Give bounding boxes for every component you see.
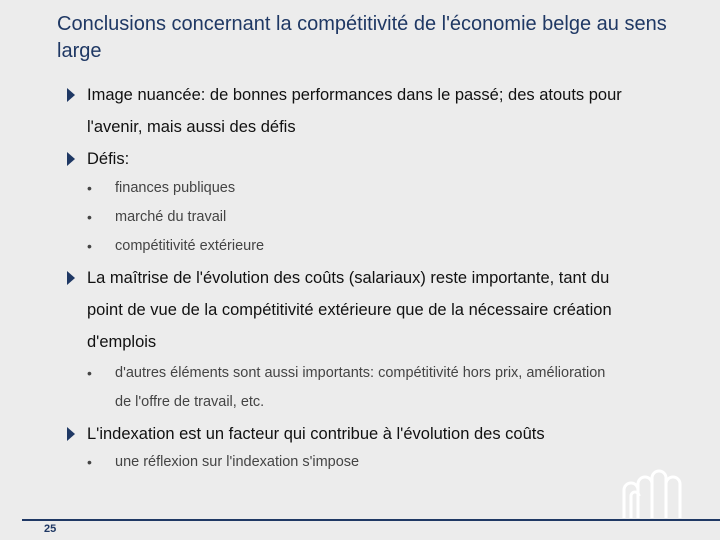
bullet-line: La maîtrise de l'évolution des coûts (salariaux) reste importante, tant du (87, 269, 610, 287)
bullet-4 (64, 418, 684, 450)
slide-title: Conclusions concernant la compétitivité de l'économie belge au sens large (57, 13, 667, 62)
bullet-dot-icon: • (87, 238, 92, 254)
bullet-line: point de vue de la compétitivité extérieure que de la nécessaire création (87, 301, 612, 319)
bullet-2 (64, 143, 684, 175)
bullet-line: Défis: (87, 150, 130, 168)
sub-bullet-text: finances publiques (115, 180, 236, 196)
sub-bullet (87, 448, 675, 477)
footer-divider (22, 519, 720, 521)
sub-bullet (87, 203, 675, 232)
bullet-line: l'avenir, mais aussi des défis (87, 118, 296, 136)
sub-bullet-text: compétitivité extérieure (115, 238, 265, 254)
bullet-dot-icon: • (87, 454, 92, 470)
bullet-line: Image nuancée: de bonnes performances dans le passé; des atouts pour (87, 86, 622, 104)
sub-bullet (87, 174, 675, 203)
sub-bullet-text: de l'offre de travail, etc. (115, 394, 265, 410)
bullet-dot-icon: • (87, 209, 92, 225)
sub-bullet (87, 359, 675, 417)
bullet-1 (64, 79, 684, 143)
bullet-dot-icon: • (87, 365, 92, 381)
arrow-bullet-icon (67, 271, 75, 285)
page-number: 25 (44, 523, 57, 535)
sub-bullet (87, 232, 675, 261)
bullet-line: d'emplois (87, 333, 157, 351)
sub-bullet-text: d'autres éléments sont aussi importants: compétitivité hors prix, amélioration (115, 365, 606, 381)
arrow-bullet-icon (67, 427, 75, 441)
bank-logo-icon (620, 468, 688, 520)
bullet-3 (64, 262, 684, 358)
sub-bullet-text: une réflexion sur l'indexation s'impose (115, 454, 360, 470)
arrow-bullet-icon (67, 88, 75, 102)
arrow-bullet-icon (67, 152, 75, 166)
sub-bullet-text: marché du travail (115, 209, 227, 225)
bullet-dot-icon: • (87, 180, 92, 196)
bullet-line: L'indexation est un facteur qui contribue à l'évolution des coûts (87, 425, 545, 443)
